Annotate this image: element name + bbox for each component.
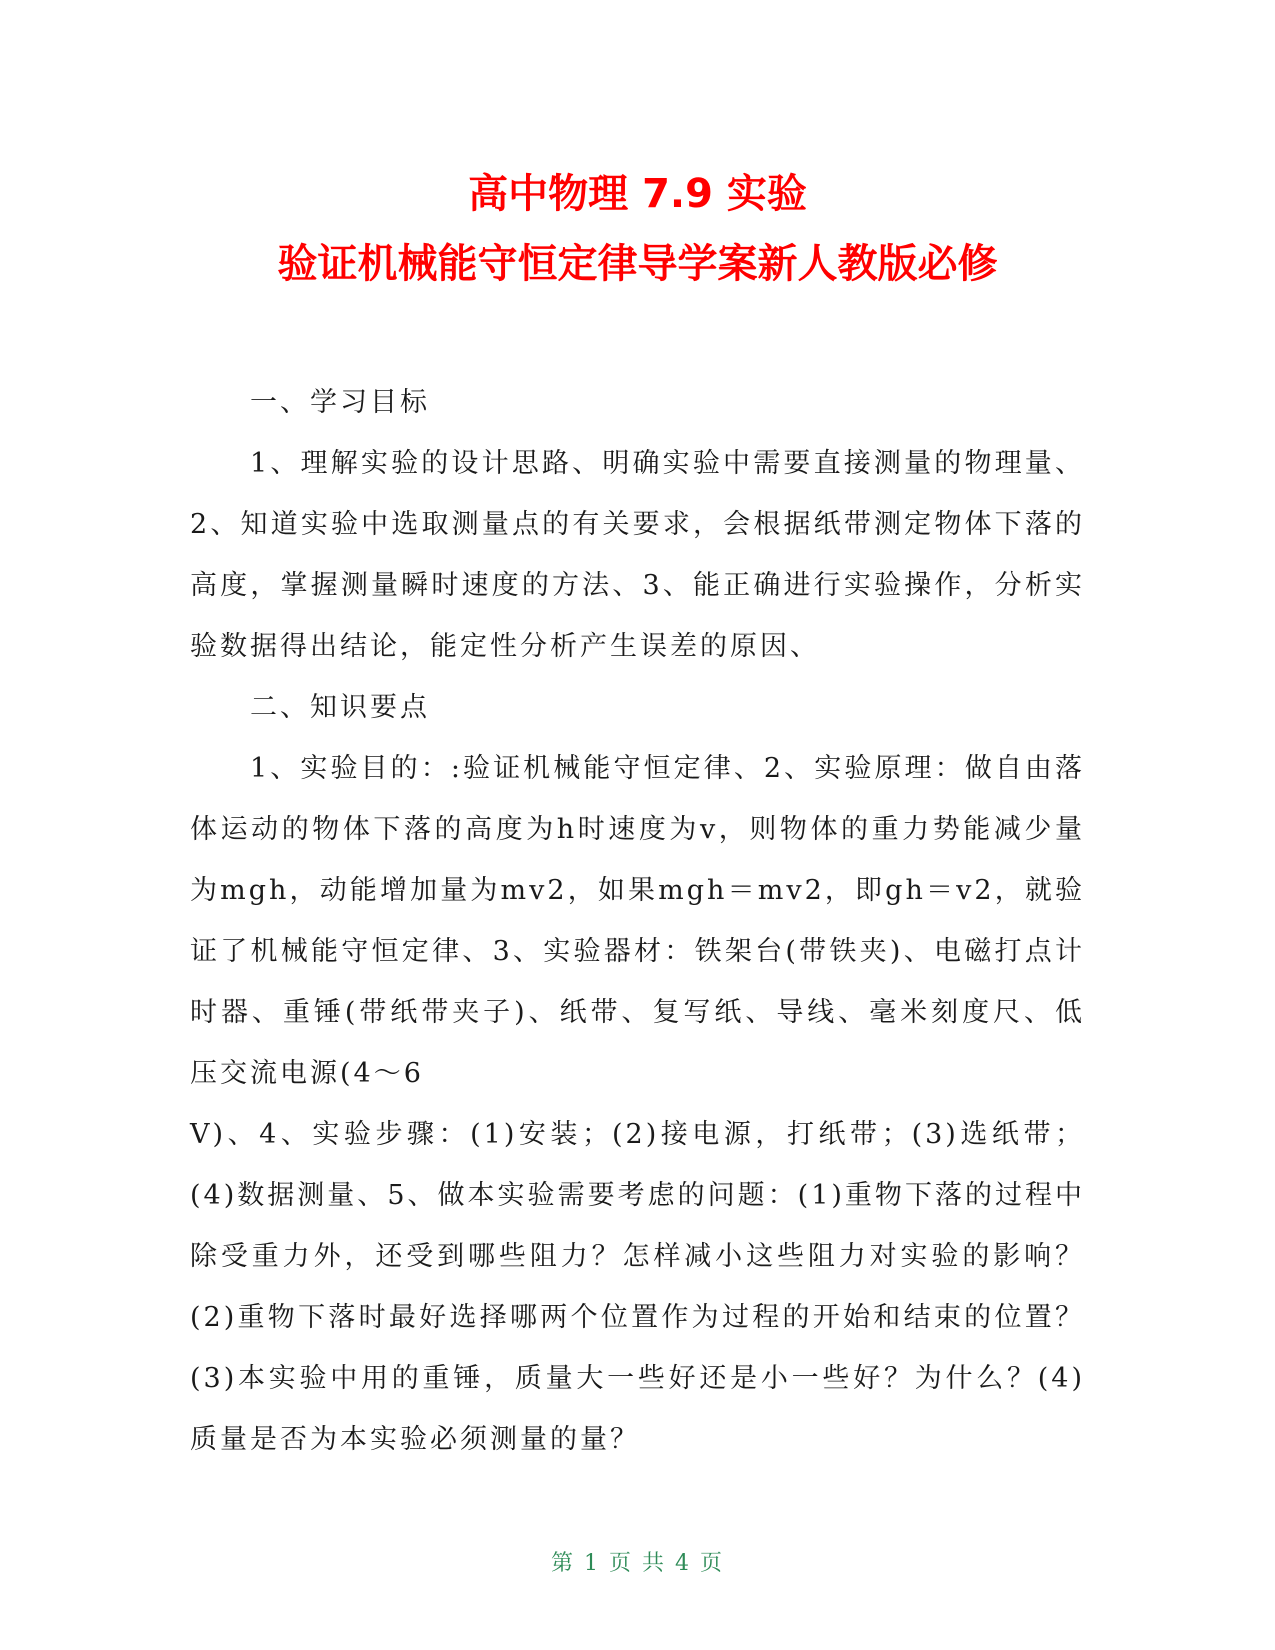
document-title-line-1: 高中物理 7.9 实验	[468, 171, 807, 217]
document-title-line-2: 验证机械能守恒定律导学案新人教版必修	[277, 241, 998, 287]
section-heading-objectives: 一、学习目标	[250, 387, 430, 418]
section-heading-knowledge: 二、知识要点	[250, 692, 430, 723]
document-body	[190, 372, 1085, 1470]
paragraph-knowledge: 1、实验目的：:验证机械能守恒定律、2、实验原理：做自由落体运动的物体下落的高度为h时速度为v，则物体的重力势能减少量为mgh，动能增加量为mv2，如果mgh＝mv2，即gh＝v2，就验证了机械能守恒定律、3、实验器材：铁架台(带铁夹)、电磁打点计时器、重锤(带纸带夹子)、纸带、复写纸、导线、毫米刻度尺、低压交流电源(4～6	[190, 753, 1085, 1089]
paragraph-objectives: 1、理解实验的设计思路、明确实验中需要直接测量的物理量、2、知道实验中选取测量点的有关要求，会根据纸带测定物体下落的高度，掌握测量瞬时速度的方法、3、能正确进行实验操作，分析实验数据得出结论，能定性分析产生误差的原因、	[190, 448, 1085, 662]
paragraph-steps: V)、4、实验步骤：(1)安装；(2)接电源，打纸带；(3)选纸带；(4)数据测量、5、做本实验需要考虑的问题：(1)重物下落的过程中除受重力外，还受到哪些阻力？怎样减小这些阻力对实验的影响？(2)重物下落时最好选择哪两个位置作为过程的开始和结束的位置？(3)本实验中用的重锤，质量大一些好还是小一些好？为什么？(4)质量是否为本实验必须测量的量？	[190, 1119, 1085, 1455]
page-number: 第 1 页 共 4 页	[551, 1551, 724, 1576]
